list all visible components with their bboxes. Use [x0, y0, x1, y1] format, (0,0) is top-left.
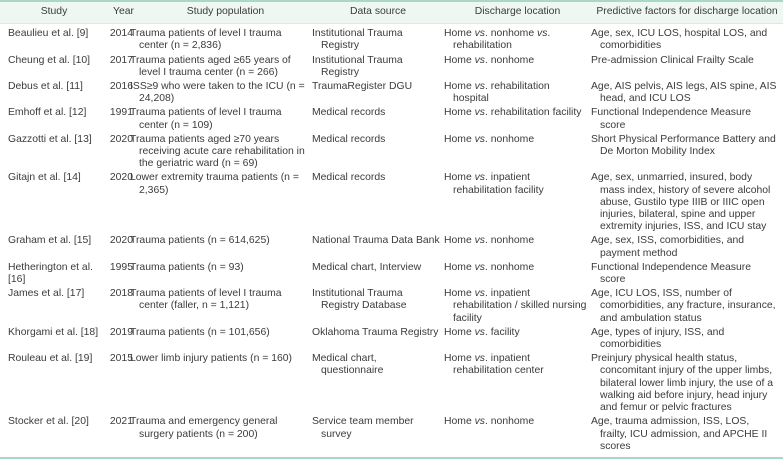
cell-data-source: Medical chart, Interview — [312, 261, 422, 273]
cell-year: 2019 — [109, 326, 133, 338]
table-row — [0, 54, 783, 80]
cell-year: 2018 — [109, 288, 133, 300]
cell-data-source: National Trauma Data Bank — [312, 235, 440, 247]
cell-predictive-factors: Functional Independence Measure score — [591, 107, 752, 131]
cell-study-population: Lower limb injury patients (n = 160) — [130, 353, 292, 365]
discharge-text: Home — [444, 288, 475, 300]
discharge-text: Home — [444, 172, 475, 184]
versus-text: vs — [474, 353, 485, 365]
cell-discharge-location — [444, 326, 591, 352]
cell-year: 2016 — [109, 81, 133, 93]
cell-study-population: Trauma and emergency general surgery patients (n = 200) — [130, 416, 278, 440]
table-row — [0, 80, 783, 106]
cell-study: Emhoff et al. [12] — [8, 107, 87, 119]
cell-year: 2021 — [109, 416, 133, 428]
cell-study: Khorgami et al. [18] — [8, 326, 99, 338]
discharge-text: Home — [444, 261, 475, 273]
versus-text: vs — [474, 235, 485, 247]
cell-predictive-factors: Age, types of injury, ISS, and comorbidities — [591, 326, 725, 351]
discharge-text: . nonhome — [485, 133, 535, 145]
discharge-text: . nonhome — [485, 28, 537, 40]
versus-text: vs — [474, 288, 485, 300]
versus-text: vs — [474, 416, 485, 428]
versus-text: vs — [474, 107, 485, 119]
cell-predictive-factors: Age, ICU LOS, ISS, number of comorbidities, any fracture, insurance, and ambulation status — [591, 288, 776, 324]
cell-study: James et al. [17] — [8, 288, 85, 300]
table-body — [0, 24, 783, 458]
cell-study-population: Trauma patients of level I trauma center (n = 109) — [130, 107, 282, 131]
table-row — [0, 261, 783, 287]
cell-discharge-location — [444, 234, 591, 260]
cell-study: Cheung et al. [10] — [8, 54, 91, 66]
table-row — [0, 415, 783, 458]
cell-study: Gitajn et al. [14] — [8, 172, 81, 184]
cell-predictive-factors: Age, sex, unmarried, insured, body mass index, history of severe alcohol abuse, Gustilo type IIIB or IIIC open injuries, bilateral, spine and upper extremity injuries, ISS, and ICU stay — [591, 172, 771, 233]
cell-discharge-location — [444, 133, 591, 172]
discharge-text: Home — [444, 133, 475, 145]
table-row — [0, 352, 783, 415]
discharge-text: Home — [444, 81, 475, 93]
cell-data-source: Institutional Trauma Registry Database — [312, 288, 407, 312]
header-year: Year — [113, 6, 134, 17]
cell-discharge-location — [444, 80, 591, 106]
cell-predictive-factors: Short Physical Performance Battery and De Morton Mobility Index — [591, 133, 776, 158]
discharge-text: . rehabilitation facility — [485, 107, 582, 119]
discharge-text: Home — [444, 353, 475, 365]
cell-discharge-location — [444, 415, 591, 458]
cell-predictive-factors: Functional Independence Measure score — [591, 261, 752, 286]
cell-study-population: Trauma patients (n = 93) — [130, 261, 244, 273]
table-row — [0, 106, 783, 132]
cell-study-population: Trauma patients aged ≥70 years receiving acute care rehabilitation in the geriatric ward (n = 69) — [130, 133, 305, 170]
table-row — [0, 171, 783, 234]
table-header-row — [0, 1, 783, 24]
discharge-text: . nonhome — [485, 54, 535, 66]
cell-data-source: TraumaRegister DGU — [312, 81, 413, 93]
cell-year: 2020 — [109, 235, 133, 247]
discharge-text: . nonhome — [485, 235, 535, 247]
discharge-text: . nonhome — [485, 261, 535, 273]
versus-text: vs — [474, 54, 485, 66]
cell-study: Graham et al. [15] — [8, 235, 92, 247]
header-predictive-factors: Predictive factors for discharge location — [596, 6, 778, 17]
header-study: Study — [40, 6, 68, 17]
discharge-text: Home — [444, 235, 475, 247]
cell-study: Gazzotti et al. [13] — [8, 133, 92, 145]
cell-data-source: Institutional Trauma Registry — [312, 28, 403, 52]
cell-discharge-location — [444, 24, 591, 54]
cell-study-population: Trauma patients (n = 101,656) — [130, 326, 270, 338]
cell-study-population: Lower extremity trauma patients (n = 2,365) — [130, 172, 299, 196]
versus-text: vs — [474, 28, 485, 40]
table-row — [0, 234, 783, 260]
table-row — [0, 24, 783, 54]
versus-text: vs — [474, 81, 485, 93]
discharge-text: Home — [444, 54, 475, 66]
discharge-text: . inpatient rehabilitation center — [453, 353, 544, 377]
cell-year: 1991 — [109, 107, 133, 119]
table-row — [0, 133, 783, 172]
cell-year: 1995 — [109, 261, 133, 273]
cell-data-source: Medical chart, questionnaire — [312, 353, 384, 377]
header-discharge-location: Discharge location — [474, 6, 561, 17]
cell-discharge-location — [444, 171, 591, 234]
versus-text: vs — [474, 326, 485, 338]
versus-text: vs — [537, 28, 548, 40]
cell-study: Rouleau et al. [19] — [8, 353, 93, 365]
table-row — [0, 287, 783, 326]
discharge-text: . facility — [485, 326, 520, 338]
cell-study-population: Trauma patients (n = 614,625) — [130, 235, 270, 247]
header-study-population: Study population — [186, 6, 265, 17]
cell-study-population: Trauma patients aged ≥65 years of level I trauma center (n = 266) — [130, 54, 291, 78]
cell-data-source: Oklahoma Trauma Registry — [312, 326, 439, 338]
cell-discharge-location — [444, 54, 591, 80]
discharge-text: Home — [444, 107, 475, 119]
cell-predictive-factors: Age, sex, ICU LOS, hospital LOS, and comorbidities — [591, 28, 768, 52]
cell-study: Debus et al. [11] — [8, 81, 83, 93]
cell-discharge-location — [444, 106, 591, 132]
discharge-text: . rehabilitation hospital — [453, 81, 550, 105]
cell-year: 2020 — [109, 172, 133, 184]
cell-study: Beaulieu et al. [9] — [8, 28, 89, 40]
discharge-text: . nonhome — [485, 416, 535, 428]
table-row — [0, 326, 783, 352]
discharge-text: . inpatient rehabilitation / skilled nursing facility — [453, 288, 587, 324]
cell-year: 2015 — [109, 353, 133, 365]
cell-study-population: Trauma patients of level I trauma center (n = 2,836) — [130, 28, 282, 52]
cell-discharge-location — [444, 261, 591, 287]
cell-predictive-factors: Preinjury physical health status, concomitant injury of the upper limbs, bilateral lower limb injury, the use of a walking aid before injury, head injury and femur or pelvic fractures — [591, 353, 774, 414]
cell-study-population: ISS≥9 who were taken to the ICU (n = 24,208) — [130, 81, 305, 105]
discharge-text: Home — [444, 28, 475, 40]
cell-year: 2017 — [109, 54, 133, 66]
discharge-text: Home — [444, 326, 475, 338]
versus-text: vs — [474, 172, 485, 184]
cell-data-source: Institutional Trauma Registry — [312, 54, 403, 78]
cell-data-source: Medical records — [312, 172, 386, 184]
discharge-text: . rehabilitation — [453, 28, 551, 52]
cell-data-source: Medical records — [312, 107, 386, 119]
cell-predictive-factors: Pre-admission Clinical Frailty Scale — [591, 54, 754, 66]
cell-study: Stocker et al. [20] — [8, 416, 89, 428]
versus-text: vs — [474, 133, 485, 145]
discharge-text: . inpatient rehabilitation facility — [453, 172, 544, 196]
cell-predictive-factors: Age, trauma admission, ISS, LOS, frailty, ICU admission, and APCHE II scores — [591, 416, 768, 452]
cell-predictive-factors: Age, AIS pelvis, AIS legs, AIS spine, AIS head, and ICU LOS — [591, 81, 777, 105]
cell-study-population: Trauma patients of level I trauma center (faller, n = 1,121) — [130, 288, 282, 312]
cell-data-source: Medical records — [312, 133, 386, 145]
cell-data-source: Service team member survey — [312, 416, 414, 440]
versus-text: vs — [474, 261, 485, 273]
cell-discharge-location — [444, 287, 591, 326]
cell-year: 2020 — [109, 133, 133, 145]
cell-discharge-location — [444, 352, 591, 415]
cell-year: 2014 — [109, 28, 133, 40]
cell-predictive-factors: Age, sex, ISS, comorbidities, and payment method — [591, 235, 745, 259]
cell-study: Hetherington et al. [16] — [8, 261, 93, 286]
discharge-text: Home — [444, 416, 475, 428]
header-data-source: Data source — [349, 6, 407, 17]
